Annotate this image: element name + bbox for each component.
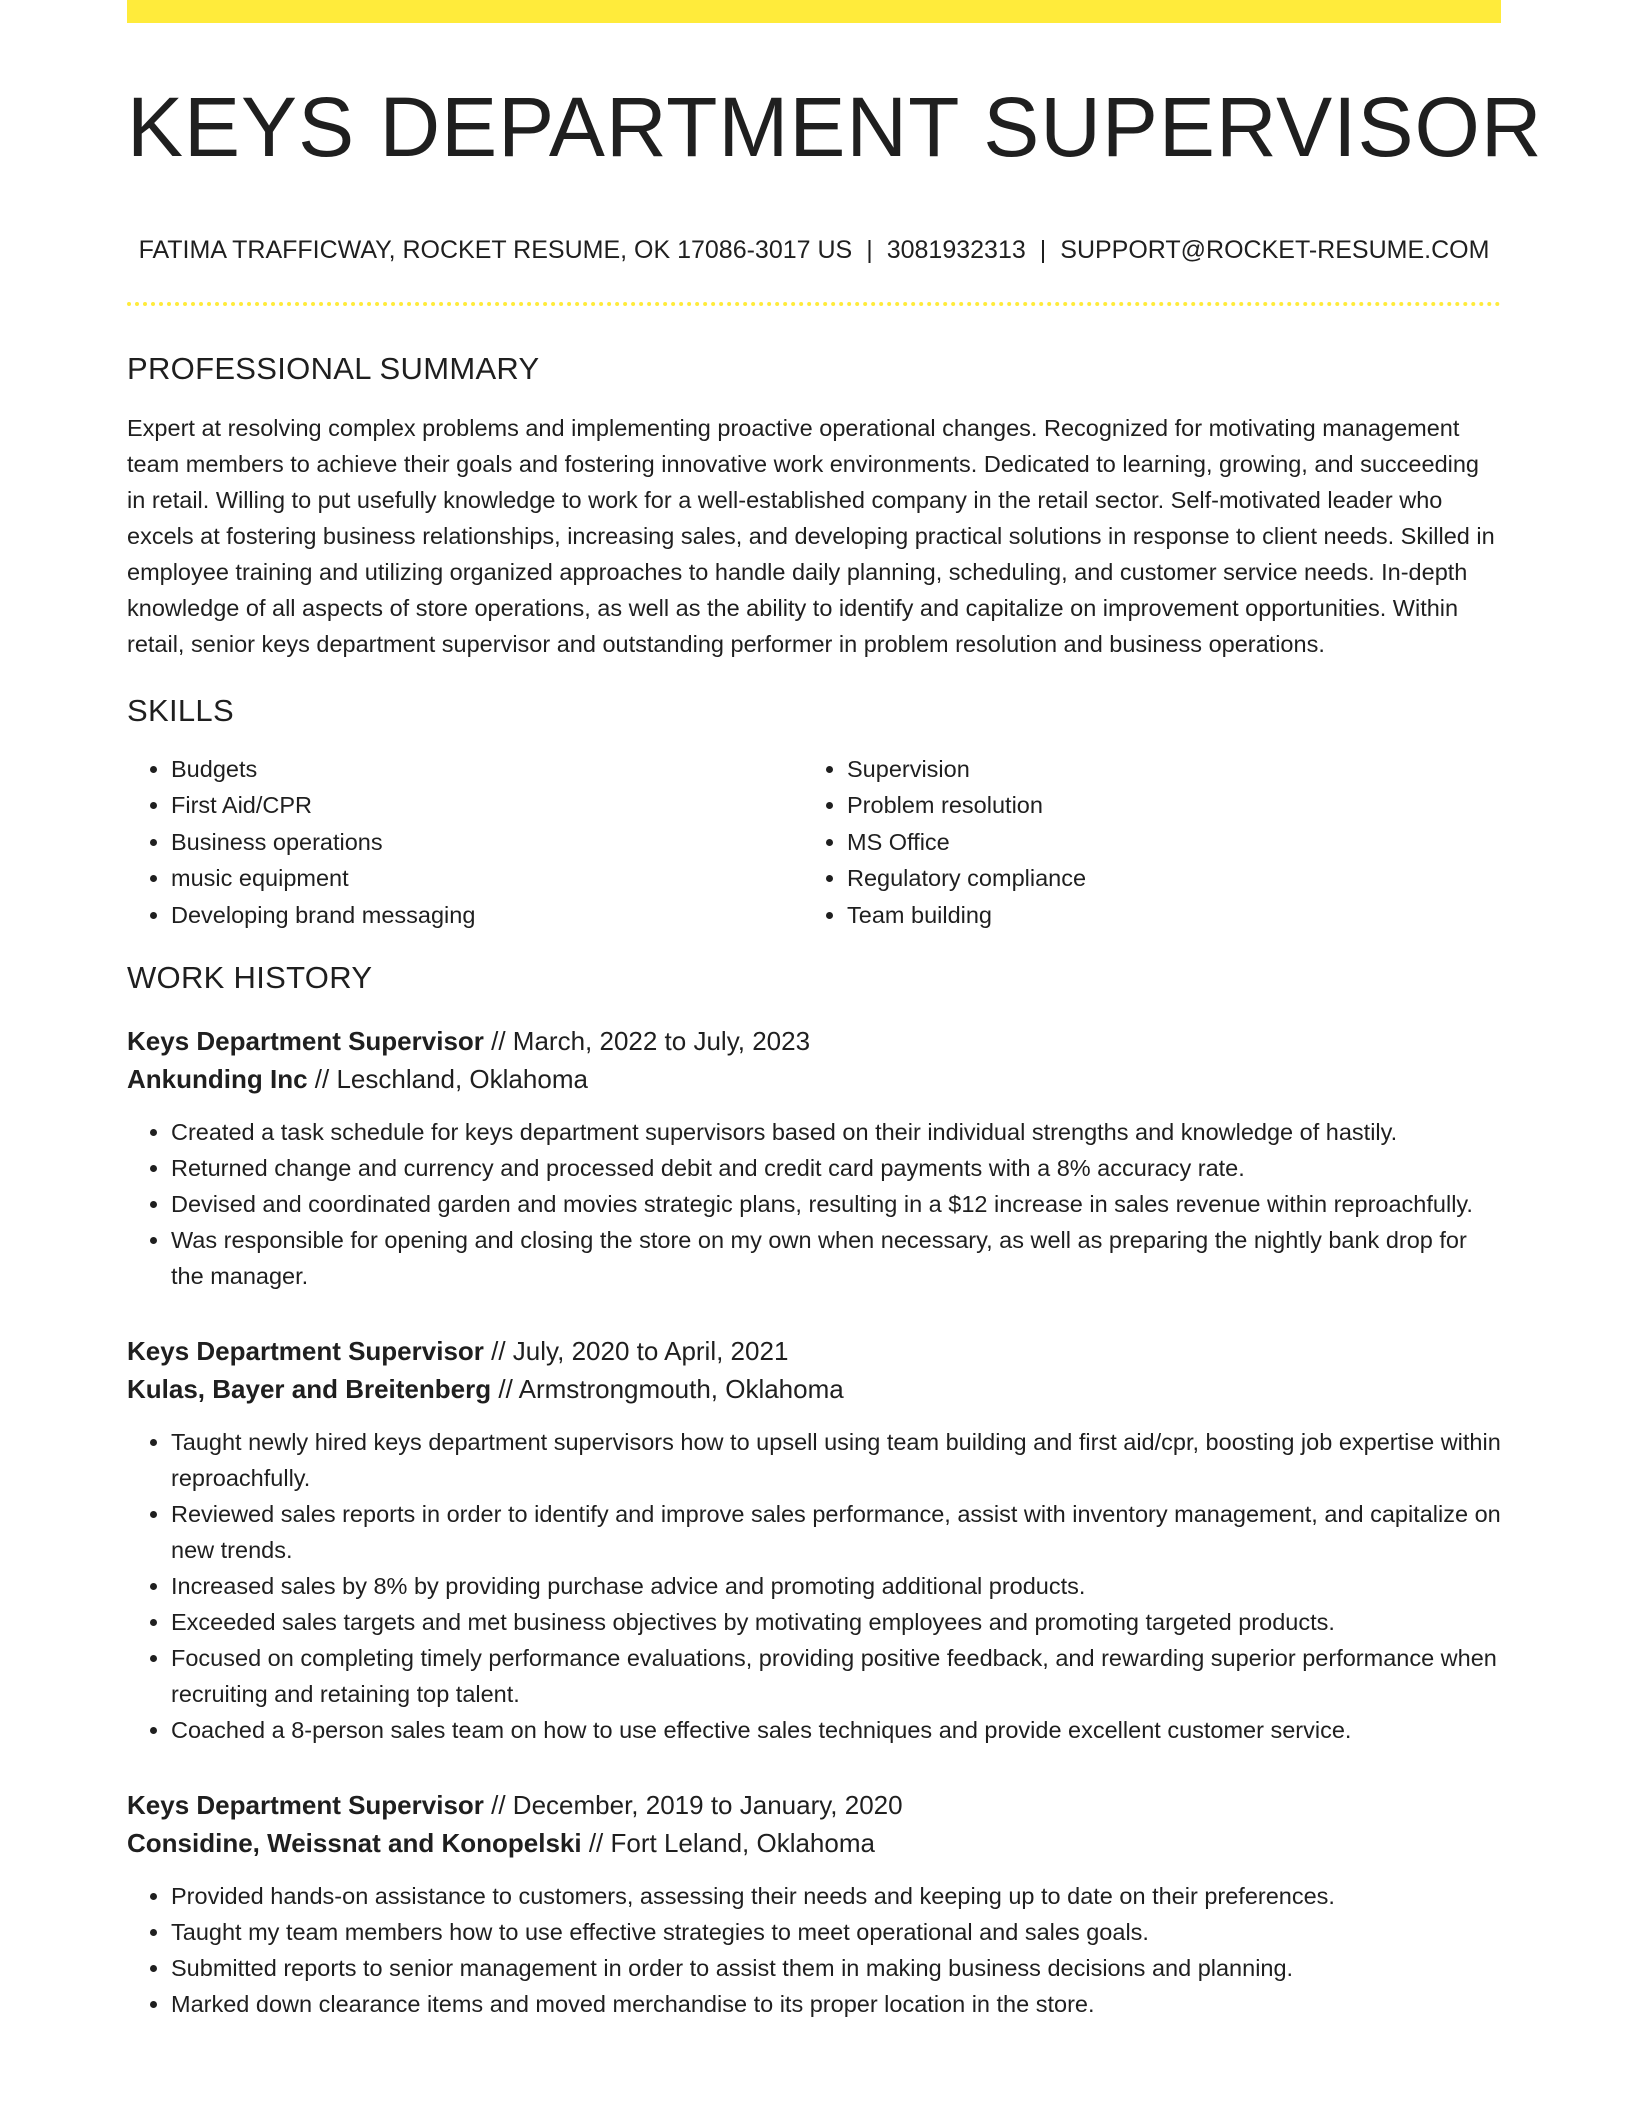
- contact-address: FATIMA TRAFFICWAY, ROCKET RESUME, OK 17086-3017 US: [138, 236, 853, 265]
- job-location: // Armstrongmouth, Oklahoma: [498, 1374, 844, 1405]
- skill-item: • Regulatory compliance: [847, 860, 1479, 897]
- job-bullet: • Submitted reports to senior management in order to assist them in making business decisions and planning.: [171, 1950, 1501, 1986]
- contact-separator: |: [1039, 236, 1047, 265]
- resume-page: [127, 0, 1543, 2022]
- skill-item: • First Aid/CPR: [171, 787, 803, 824]
- job-bullet: • Taught my team members how to use effective strategies to meet operational and sales goals.: [171, 1914, 1501, 1950]
- job-location: // Leschland, Oklahoma: [314, 1064, 588, 1095]
- job-bullet: • Increased sales by 8% by providing purchase advice and promoting additional products.: [171, 1568, 1501, 1604]
- job-entry: [127, 1332, 1501, 1748]
- job-dates: // December, 2019 to January, 2020: [491, 1790, 903, 1821]
- job-bullet: • Coached a 8-person sales team on how to use effective sales techniques and provide excellent customer service.: [171, 1712, 1501, 1748]
- accent-bar: [127, 0, 1501, 23]
- job-bullets: [127, 1114, 1501, 1294]
- job-company: Ankunding Inc: [127, 1064, 308, 1095]
- summary-text: Expert at resolving complex problems and implementing proactive operational changes. Recognized for motivating management team members to achieve their goals and fostering innovative work environments. Dedicated to learning, growing, and succeeding in retail. Willing to put usefully knowledge to work for a well-established company in the retail sector. Self-motivated leader who excels at fostering business relationships, increasing sales, and developing practical solutions in response to client needs. Skilled in employee training and utilizing organized approaches to handle daily planning, scheduling, and customer service needs. In-depth knowledge of all aspects of store operations, as well as the ability to identify and capitalize on improvement opportunities. Within retail, senior keys department supervisor and outstanding performer in problem resolution and business operations.: [127, 414, 1495, 657]
- resume-name: KEYS DEPARTMENT SUPERVISOR: [127, 80, 1543, 174]
- job-bullet: • Marked down clearance items and moved merchandise to its proper location in the store.: [171, 1986, 1501, 2022]
- job-dates: // July, 2020 to April, 2021: [491, 1336, 789, 1367]
- skills-title: SKILLS: [127, 692, 234, 728]
- contact-line: [127, 235, 1501, 265]
- job-bullets: [127, 1424, 1501, 1748]
- skill-item: • Business operations: [171, 824, 803, 861]
- job-company: Kulas, Bayer and Breitenberg: [127, 1374, 492, 1405]
- skills-column-left: [127, 751, 803, 934]
- work-history-title: WORK HISTORY: [127, 960, 373, 996]
- job-company: Considine, Weissnat and Konopelski: [127, 1828, 582, 1859]
- skill-item: • Supervision: [847, 751, 1479, 788]
- job-bullet: • Provided hands-on assistance to customers, assessing their needs and keeping up to date on their preferences.: [171, 1878, 1501, 1914]
- job-bullet: • Was responsible for opening and closing the store on my own when necessary, as well as preparing the nightly bank drop for the manager.: [171, 1222, 1501, 1294]
- job-company-line: [127, 1824, 1501, 1862]
- job-title-line: [127, 1332, 1501, 1370]
- dotted-divider: [127, 302, 1501, 306]
- job-bullet: • Returned change and currency and processed debit and credit card payments with a 8% accuracy rate.: [171, 1150, 1501, 1186]
- job-role: Keys Department Supervisor: [127, 1026, 484, 1057]
- job-bullet: • Taught newly hired keys department supervisors how to upsell using team building and first aid/cpr, boosting job expertise within reproachfully.: [171, 1424, 1501, 1496]
- job-role: Keys Department Supervisor: [127, 1336, 484, 1367]
- skill-item: • Problem resolution: [847, 787, 1479, 824]
- contact-phone: 3081932313: [886, 236, 1026, 265]
- job-entry: [127, 1786, 1501, 2022]
- job-bullet: • Reviewed sales reports in order to identify and improve sales performance, assist with inventory management, and capitalize on new trends.: [171, 1496, 1501, 1568]
- job-entry: [127, 1022, 1501, 1294]
- contact-email[interactable]: SUPPORT@ROCKET-RESUME.COM: [1060, 236, 1490, 265]
- skill-item: • MS Office: [847, 824, 1479, 861]
- skill-item: • Developing brand messaging: [171, 897, 803, 934]
- skill-item: • music equipment: [171, 860, 803, 897]
- skill-item: • Team building: [847, 897, 1479, 934]
- summary-title: PROFESSIONAL SUMMARY: [127, 351, 540, 387]
- skills-list: [127, 751, 1501, 934]
- job-bullets: [127, 1878, 1501, 2022]
- skill-item: • Budgets: [171, 751, 803, 788]
- job-role: Keys Department Supervisor: [127, 1790, 484, 1821]
- job-company-line: [127, 1370, 1501, 1408]
- job-title-line: [127, 1022, 1501, 1060]
- job-dates: // March, 2022 to July, 2023: [491, 1026, 811, 1057]
- job-company-line: [127, 1060, 1501, 1098]
- job-location: // Fort Leland, Oklahoma: [588, 1828, 875, 1859]
- job-title-line: [127, 1786, 1501, 1824]
- contact-separator: |: [866, 236, 873, 265]
- job-bullet: • Created a task schedule for keys department supervisors based on their individual strengths and knowledge of hastily.: [171, 1114, 1501, 1150]
- job-bullet: • Devised and coordinated garden and movies strategic plans, resulting in a $12 increase in sales revenue within reproachfully.: [171, 1186, 1501, 1222]
- job-bullet: • Exceeded sales targets and met business objectives by motivating employees and promoting targeted products.: [171, 1604, 1501, 1640]
- job-bullet: • Focused on completing timely performance evaluations, providing positive feedback, and rewarding superior performance when recruiting and retaining top talent.: [171, 1640, 1501, 1712]
- skills-column-right: [803, 751, 1479, 934]
